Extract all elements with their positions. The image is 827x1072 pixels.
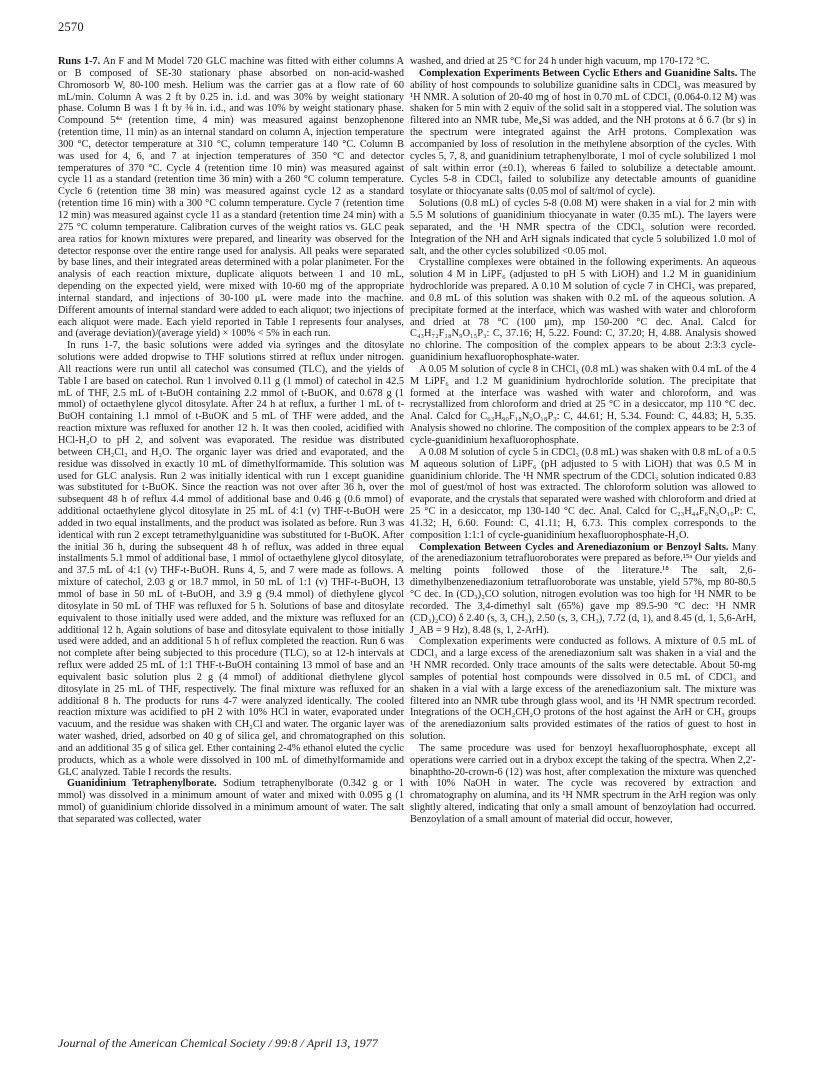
paragraph [58,778,404,825]
paragraph-text: Many of the arenediazonium tetrafluoroborates were prepared as before.¹⁵ᵃ Our yields and melting points followed those of the literature.¹⁸ The salt, 2,6-dimethylbenzenediazonium tetrafluoroborate was unstable, yield 57%, mp 80-80.5 °C dec. In (CD₃)₂CO solution, nitrogen evolution was too high for ¹H NMR to be recorded. The 3,4-dimethyl salt (65%) gave mp 89.5-90 °C dec: ¹H NMR (CD₃)₂CO) δ 2.40 (s, 3, CH₃), 2.50 (s, 3, CH₃), 7.72 (d, 1), and 8.45 (d, 1, 5,6-ArH, J_AB = 9 Hz), 8.48 (s, 1, 2-ArH). [410,541,756,636]
paragraph [410,447,756,542]
paragraph-text: washed, and dried at 25 °C for 24 h under high vacuum, mp 170-172 °C. [410,56,710,67]
paragraph-text: A 0.08 M solution of cycle 5 in CDCl₃ (0.8 mL) was shaken with 0.8 mL of a 0.5 M aqueous solution of LiPF₆ (pH adjusted to 5 with LiOH) that was 0.5 M in guanidinium chloride. The ¹H NMR spectrum of the CDCl₃ solution indicated 0.83 mol of guest/mol of host was extracted. The chloroform solution was allowed to evaporate, and the crystals that separated were washed with chloroform and dried at 25 °C in a desiccator, mp 130-140 °C dec. Anal. Calcd for C₂₃H₄₄F₆N₃O₁₀P: C, 41.32; H, 6.60. Found: C, 41.11; H, 6.73. This complex corresponds to the composition 1:1:1 of cycle-guanidinium hexafluorophosphate-H₂O. [410,446,756,541]
section-heading: Complexation Between Cycles and Arenediazonium or Benzoyl Salts. [419,541,729,553]
paragraph-text: Solutions (0.8 mL) of cycles 5-8 (0.08 M) were shaken in a vial for 2 min with 5.5 M solutions of guanidinium thiocyanate in water (0.35 mL). The layers were separated, and the ¹H NMR spectra of the CDCl₃ solution were recorded. Integration of the NH and ArH signals indicated that cycle 5 solubilized 1.0 mol of salt, and the other cycles solubilized <0.05 mol. [410,198,756,257]
paragraph [410,743,756,826]
section-heading: Runs 1-7. [58,56,101,67]
paragraph-text: An F and M Model 720 GLC machine was fitted with either columns A or B composed of SE-30 stationary phase absorbed on non-acid-washed Chromosorb W, 80-100 mesh. Helium was the carrier gas at a flow rate of 60 mL/min. Column A was 2 ft by 0.25 in. i.d. and was 30% by weight stationary phase. Column B was 1 ft by ⅜ in. i.d., and was 10% by weight stationary phase. Compound 5⁴ᵃ (retention time, 4 min) was measured against benzophenone (retention time, 11 min) as an internal standard on column A, injection temperature 300 °C, detector temperature at 310 °C, column temperature 140 °C. Column B was used for 4, 6, and 7 at injection temperatures of 350 °C and detector temperatures of 370 °C. Cycle 4 (retention time 10 min) was measured against cycle 11 as a standard (retention time 36 min) with a 260 °C column temperature. Cycle 6 (retention time 38 min) was measured against cycle 12 as a standard (retention time 16 min) with a 300 °C column temperature. Cycle 7 (retention time 12 min) was measured against cycle 11 as a standard (retention time 24 min) with a 275 °C column temperature. Calibration curves of the weight ratios vs. GLC peak area ratios for known mixtures were prepared, and linearity was observed for the detector response over the entire range used for analysis. All peaks were separated by base lines, and their integrated areas determined with a polar planimeter. For the analysis of each reaction mixture, duplicate aliquots between 1 and 10 mL, depending on the expected yield, were mixed with 10-60 mg of the appropriate internal standard, and injections of 30-100 μL were made into the machine. Different amounts of internal standard were added to each aliquot; two injections of each aliquot were made. Each yield reported in Table I represents four analyses, and (average deviation)/(average yield) × 100% < 5% in each run. [58,56,404,340]
paragraph-text: Sodium tetraphenylborate (0.342 g or 1 mmol) was dissolved in a minimum amount of water and mixed with 0.095 g (1 mmol) of guanidinium chloride dissolved in a minimum amount of water. The salt that separated was collected, water [58,778,404,825]
paragraph [410,56,756,68]
paragraph-text: In runs 1-7, the basic solutions were added via syringes and the ditosylate solutions were added dropwise to THF solutions stirred at reflux under nitrogen. All reactions were run until all catechol was consumed (TLC), and the yields of Table I are based on catechol. Run 1 involved 0.11 g (1 mmol) of catechol in 42.5 mL of THF, 2.5 mL of t-BuOH containing 2.2 mmol of t-BuOK, and 0.678 g (1 mmol) of octaethylene glycol ditosylate. After 24 h at reflux, a further 1 mL of t-BuOH containing 1.1 mmol of t-BuOK and 5 mL of THF were added, and the reaction mixture was refluxed for another 12 h. It was then cooled, acidified with HCl-H₂O to pH 2, and solvent was evaporated. The residue was distributed between CH₂Cl₂ and H₂O. The organic layer was dried and evaporated, and the residue was dissolved in exactly 10 mL of dimethylformamide. This solution was used for GLC analysis. Run 2 was initially identical with run 1 except guanidine was substituted for t-BuOK. Since the reaction was not over after 36 h, over the subsequent 48 h of reflux 4.4 mmol of additional base and 0.46 g (0.6 mmol) of additional octaethylene glycol ditosylate in 25 mL of 4:1 (v) THF-t-BuOH were added in two equal installments, and the product was isolated as before. Run 3 was identical with run 2 except tetramethylguanidine was substituted for t-BuOK. After the initial 36 h, during the subsequent 48 h of reflux, was added in three equal installments 5.1 mmol of additional base, 1 mmol of octaethylene glycol ditosylate, and 37.5 mL of 4:1 (v) THF-t-BuOH. Runs 4, 5, and 7 were made as follows. A mixture of catechol, 2.03 g or 18.7 mmol, in 50 mL of 1:1 (v) THF-t-BuOH, 13 mmol of base in 50 mL of t-BuOH, and 3.9 g (9.4 mmol) of diethylene glycol ditosylate in 50 mL of THF was refluxed for 5 h. Solutions of base and ditosylate equivalent to those initially used were added, and the mixture was refluxed for an additional 12 h. Again solutions of base and ditosylate equivalent to those initially used were added, and an additional 5 h of reflux completed the reaction. Run 6 was not complete after being subjected to this procedure (TLC), so at 12-h intervals at reflux were added 25 mL of 1:1 THF-t-BuOH containing 13 mmol of base and an equivalent basic solution plus 2 g (4 mmol) of additional diethylene glycol ditosylate in 25 mL of THF, respectively. The final mixture was refluxed for an additional 8 h. The products for runs 4-7 were analyzed identically. The cooled reaction mixture was acidified to pH 2 with 10% HCl in water, evaporated under vacuum, and the residue was shaken with CH₂Cl and water. The organic layer was water washed, dried, adsorbed on 40 g of silica gel, and chromatographed on this and an additional 35 g of silica gel. Ether containing 2-4% ethanol eluted the cyclic products, which as a whole were dissolved in 100 mL of dimethylformamide and GLC analyzed. Table I records the results. [58,340,404,778]
section-heading: Complexation Experiments Between Cyclic Ethers and Guanidine Salts. [419,67,738,79]
paragraph [58,56,404,340]
paragraph [410,542,756,637]
page-number: 2570 [58,20,84,34]
paragraph-text: The ability of host compounds to solubilize guanidine salts in CDCl₃ was measured by ¹H NMR. A solution of 20-40 mg of host in 0.70 mL of CDCl₃ (0.064-0.12 M) was shaken for 5 min with 2 equiv of the solid salt in a stoppered vial. The solution was filtered into an NMR tube, Me₄Si was added, and the NH protons at δ 6.7 (br s) in the spectrum were integrated against the ArH protons. Complexation was accompanied by loss of resolution in the methylene absorption of the cycles. With cycles 5, 7, 8, and guanidinium tetraphenylborate, 1 mol of cycle solubilized 1 mol of salt within error (±0.1), whereas 6 failed to solubilize a detectable amount. Cycles 5-8 in CDCl₃ failed to solubilize any detectable amounts of guanidine tosylate or thiocyanate salts (0.05 mol of salt/mol of cycle). [410,67,756,198]
paragraph [58,340,404,778]
paragraph-text: Complexation experiments were conducted as follows. A mixture of 0.5 mL of CDCl₃ and a large excess of the arenediazonium salt was shaken in a vial and the ¹H NMR recorded. Only trace amounts of the salts were detectable. About 50-mg samples of potential host compounds were dissolved in 0.5 mL of CDCl₃ and shaken in a vial with a large excess of the arenediazonium salt. The mixture was filtered into an NMR tube through glass wool, and its ¹H NMR spectrum recorded. Integrations of the OCH₂CH₂O protons of the host against the ArH or CH₃ groups of the arenediazonium salts provided estimates of the ratios of guest to host in solution. [410,636,756,743]
paragraph [410,364,756,447]
paragraph-text: A 0.05 M solution of cycle 8 in CHCl₃ (0.8 mL) was shaken with 0.4 mL of the 4 M LiPF₆ and 1.2 M guanidinium hydrochloride solution. The precipitate that formed at the interface was washed with water and chloroform, and was recrystallized from chloroform and dried at 25 °C in a desiccator, mp 110 °C dec. Anal. Calcd for C₆₃H₉₀F₁₈N₉O₁₈P₃: C, 44.61; H, 5.34. Found: C, 44.83; H, 5.35. Analysis showed no chlorine. The composition of the complex appears to be 2:3 of cycle-guanidinium hexafluorophosphate. [410,363,756,446]
section-heading: Guanidinium Tetraphenylborate. [67,778,217,790]
paragraph-text: Crystalline complexes were obtained in the following experiments. An aqueous solution 4 M in LiPF₆ (adjusted to pH 5 with LiOH) and 1.2 M in guanidinium hydrochloride was prepared. A 0.10 M solution of cycle 7 in CHCl₃ was prepared, and 0.8 mL of this solution was shaken with 0.2 mL of the aqueous solution. A precipitate formed at the interface, which was washed with water and chloroform and dried at 78 °C (100 μm), mp 150-200 °C dec. Anal. Calcd for C₄₃H₇₂F₁₈N₉O₁₅P₃: C, 37.16; H, 5.22. Found: C, 37.20; H, 4.88. Analysis showed no chlorine. The composition of the complex appears to be about 2:3:3 cycle-guanidinium hexafluorophosphate-water. [410,257,756,364]
paragraph [410,68,756,198]
paragraph [410,198,756,257]
journal-footer: Journal of the American Chemical Society / 99:8 / April 13, 1977 [58,1036,378,1050]
left-column [58,56,404,826]
paragraph [410,257,756,364]
paragraph-text: The same procedure was used for benzoyl hexafluorophosphate, except all operations were carried out in a drybox except the taking of the spectra. When 2,2'-binaphtho-20-crown-6 (12) was host, after complexation the mixture was quenched with 10% NaOH in water. The cycle was recovered by extraction and chromatography on alumina, and its ¹H NMR spectrum in the ArH region was only slightly altered, indicating that only a small amount of benzoylation had occurred. Benzoylation of a small amount of material did occur, however, [410,742,756,825]
paragraph [410,636,756,743]
right-column [410,56,756,826]
